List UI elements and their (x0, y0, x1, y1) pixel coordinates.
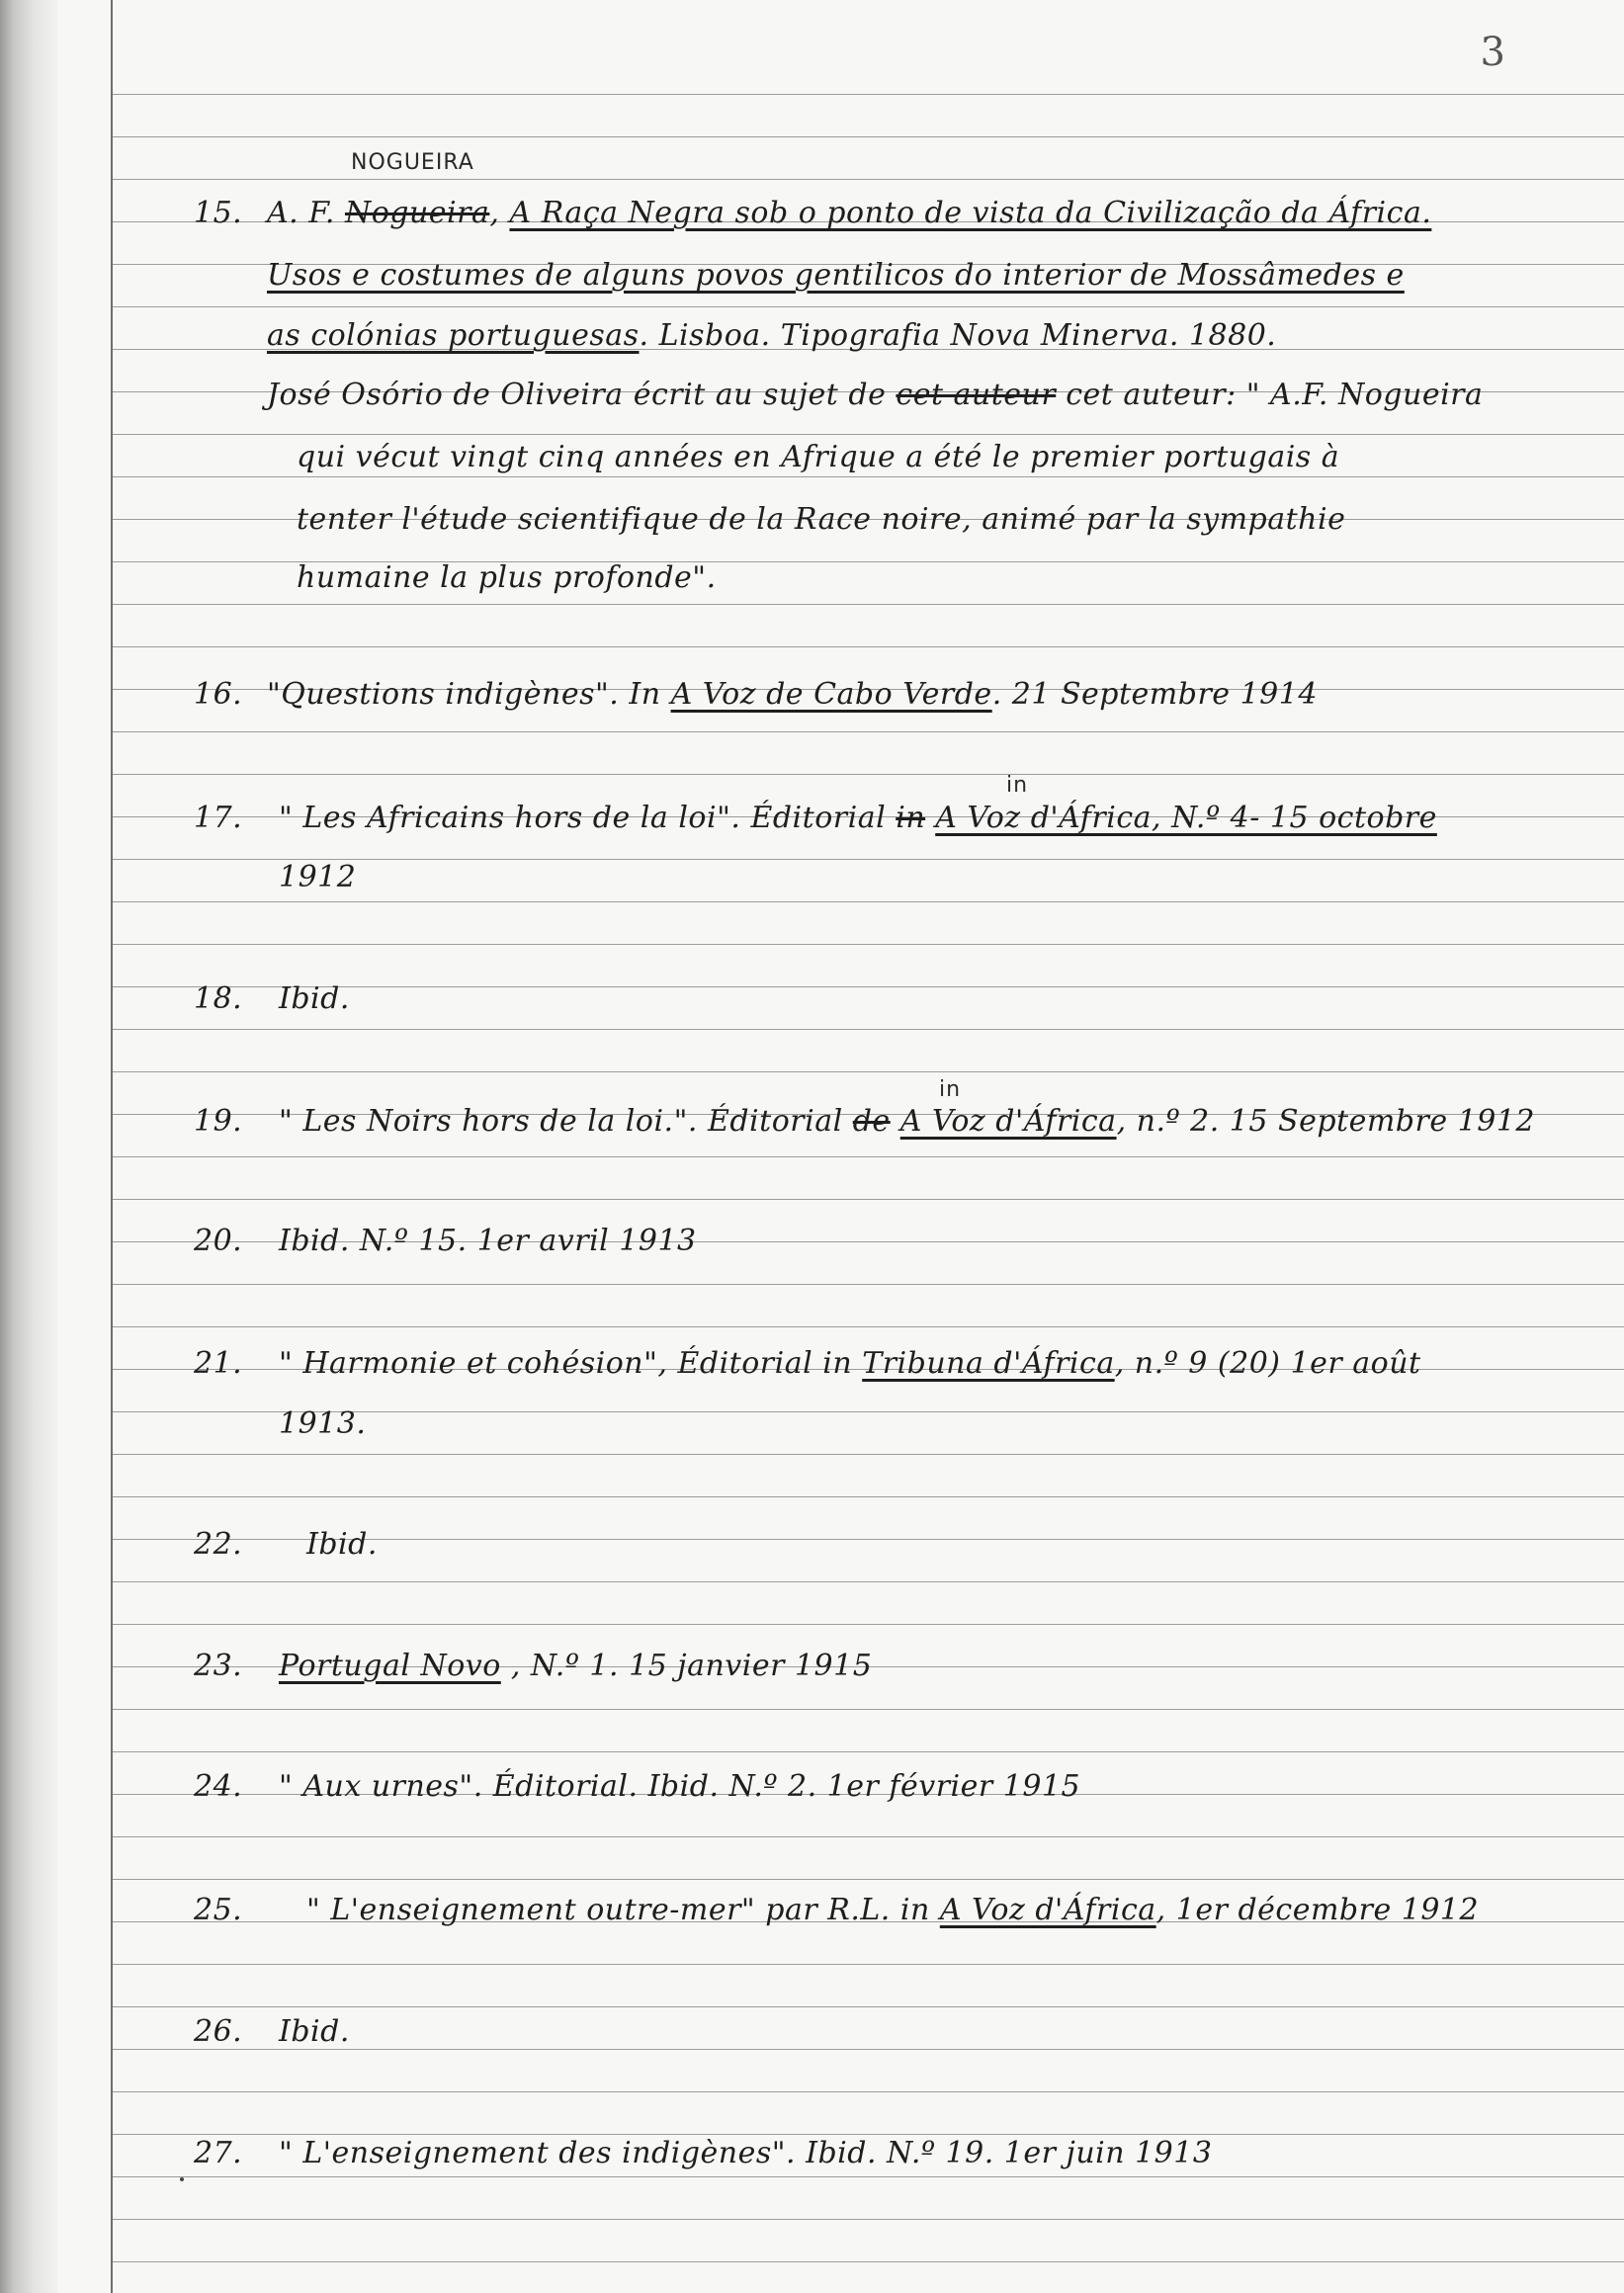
note-text-line (267, 258, 1405, 293)
ruled-line (113, 1581, 1624, 1582)
ruled-line (113, 1709, 1624, 1710)
note-number: 18. (194, 981, 243, 1016)
underlined-title: Portugal Novo (279, 1649, 501, 1683)
ruled-line (113, 179, 1624, 180)
ruled-line (113, 94, 1624, 95)
note-text: " Aux urnes". Éditorial. Ibid. N.º 2. 1er février 1915 (279, 1769, 1081, 1804)
ruled-line (113, 476, 1624, 477)
note-number: 24. (194, 1769, 243, 1804)
note-number: 25. (194, 1893, 243, 1927)
note-text: 1912 (279, 860, 357, 894)
note-text: . Lisboa. Tipografia Nova Minerva. 1880. (639, 318, 1277, 353)
ruled-line (113, 944, 1624, 945)
ruled-line (113, 1964, 1624, 1965)
underlined-title: Tribuna d'África (862, 1346, 1115, 1381)
ruled-line (113, 1029, 1624, 1030)
note-text-line (279, 1346, 1421, 1381)
note-text-line (279, 801, 1437, 835)
ruled-line (113, 136, 1624, 137)
handwritten-insertion: in (1006, 773, 1029, 798)
ruled-line (113, 1836, 1624, 1837)
ruled-line (113, 1284, 1624, 1285)
note-text: " Les Africains hors de la loi". Éditorial (279, 801, 897, 835)
struck-text: in (896, 801, 926, 835)
note-text: , N.º 1. 15 janvier 1915 (500, 1649, 873, 1683)
note-text: José Osório de Oliveira écrit au sujet de (267, 378, 897, 412)
ruled-line (113, 1326, 1624, 1327)
note-number: 23. (194, 1649, 243, 1683)
note-text-line (279, 1104, 1535, 1139)
note-text-line (267, 378, 1483, 412)
note-text: Ibid. N.º 15. 1er avril 1913 (279, 1224, 697, 1258)
ruled-line (113, 2049, 1624, 2050)
note-text-line (267, 318, 1276, 353)
note-text (891, 1104, 900, 1139)
struck-text: de (852, 1104, 891, 1139)
ruled-line (113, 306, 1624, 307)
note-text: Ibid. (279, 2014, 350, 2049)
ruled-line (113, 1751, 1624, 1752)
note-text-line (279, 2136, 1212, 2170)
note-text: , (489, 196, 510, 230)
ruled-line (113, 1496, 1624, 1497)
note-text-line (279, 1649, 872, 1683)
ruled-line (113, 2091, 1624, 2092)
underlined-title: A Raça Negra sob o ponto de vista da Civilização da África. (509, 196, 1432, 230)
note-text (925, 801, 935, 835)
note-number: 22. (194, 1527, 243, 1562)
struck-text: cet auteur (896, 378, 1057, 412)
note-text-line (279, 1769, 1080, 1804)
underlined-title: A Voz de Cabo Verde (670, 677, 992, 712)
ruled-line (113, 646, 1624, 647)
note-text-line (279, 1406, 366, 1441)
note-number: 21. (194, 1346, 243, 1381)
note-number: 27. (194, 2136, 243, 2170)
ruled-line (113, 1071, 1624, 1072)
note-number: 15. (194, 196, 243, 230)
note-text: Ibid. (306, 1527, 378, 1562)
note-text-line (297, 560, 717, 595)
note-text-line (279, 981, 350, 1016)
ruled-line (113, 604, 1624, 605)
note-text-line (306, 1527, 378, 1562)
note-text-line (306, 1893, 1479, 1927)
note-text: " Les Noirs hors de la loi.". Éditorial (279, 1104, 853, 1139)
note-text: , n.º 2. 15 Septembre 1912 (1116, 1104, 1535, 1139)
note-text: "Questions indigènes". In (267, 677, 671, 712)
note-number: 16. (194, 677, 243, 712)
ruled-line (113, 2006, 1624, 2007)
underlined-title: Usos e costumes de alguns povos gentilicos do interior de Mossâmedes e (267, 258, 1405, 293)
note-number: 26. (194, 2014, 243, 2049)
note-text-line (279, 860, 356, 894)
page-number: 3 (1480, 30, 1505, 75)
note-number: 17. (194, 801, 243, 835)
handwritten-insertion: in (939, 1077, 962, 1102)
note-text: , n.º 9 (20) 1er août (1114, 1346, 1421, 1381)
note-text-line (297, 502, 1345, 537)
note-text-line (267, 196, 1431, 230)
scan-edge-shadow (0, 0, 57, 2293)
note-text-line (297, 440, 1339, 474)
ruled-line (113, 434, 1624, 435)
underlined-title: A Voz d'África (899, 1104, 1117, 1139)
handwritten-insertion: NOGUEIRA (351, 150, 474, 175)
ruled-line (113, 1624, 1624, 1625)
underlined-title: A Voz d'África (935, 801, 1153, 835)
note-text: qui vécut vingt cinq années en Afrique a été le premier portugais à (297, 440, 1340, 474)
ruled-line (113, 2219, 1624, 2220)
note-text: 1913. (279, 1406, 367, 1441)
note-text: A. F. (267, 196, 345, 230)
note-text: Ibid. (279, 981, 350, 1016)
ruled-line (113, 2261, 1624, 2262)
ruled-line (113, 774, 1624, 775)
note-text-line (267, 677, 1318, 712)
note-text: . 21 Septembre 1914 (991, 677, 1318, 712)
note-text-line (279, 2014, 350, 2049)
note-text: cet auteur: " A.F. Nogueira (1056, 378, 1484, 412)
underlined-title: A Voz d'África (939, 1893, 1156, 1927)
struck-text: Nogueira (344, 196, 490, 230)
note-text: tenter l'étude scientifique de la Race noire, animé par la sympathie (297, 502, 1346, 537)
ruled-line (113, 2134, 1624, 2135)
margin-line (111, 0, 113, 2293)
note-text-line (279, 1224, 697, 1258)
note-text: , 1er décembre 1912 (1155, 1893, 1480, 1927)
underlined-title: as colónias portuguesas (267, 318, 640, 353)
note-text: " L'enseignement outre-mer" par R.L. in (306, 1893, 940, 1927)
ink-dot (180, 2177, 184, 2181)
note-number: 19. (194, 1104, 243, 1139)
note-text: " Harmonie et cohésion", Éditorial in (279, 1346, 863, 1381)
note-text: humaine la plus profonde". (297, 560, 717, 595)
ruled-line (113, 1454, 1624, 1455)
ruled-line (113, 1199, 1624, 1200)
ruled-line (113, 1156, 1624, 1157)
underlined-title: , N.º 4- 15 octobre (1152, 801, 1437, 835)
ruled-line (113, 1879, 1624, 1880)
note-number: 20. (194, 1224, 243, 1258)
ruled-line (113, 731, 1624, 732)
ruled-line (113, 2176, 1624, 2177)
note-text: " L'enseignement des indigènes". Ibid. N.º 19. 1er juin 1913 (279, 2136, 1213, 2170)
ruled-line (113, 901, 1624, 902)
